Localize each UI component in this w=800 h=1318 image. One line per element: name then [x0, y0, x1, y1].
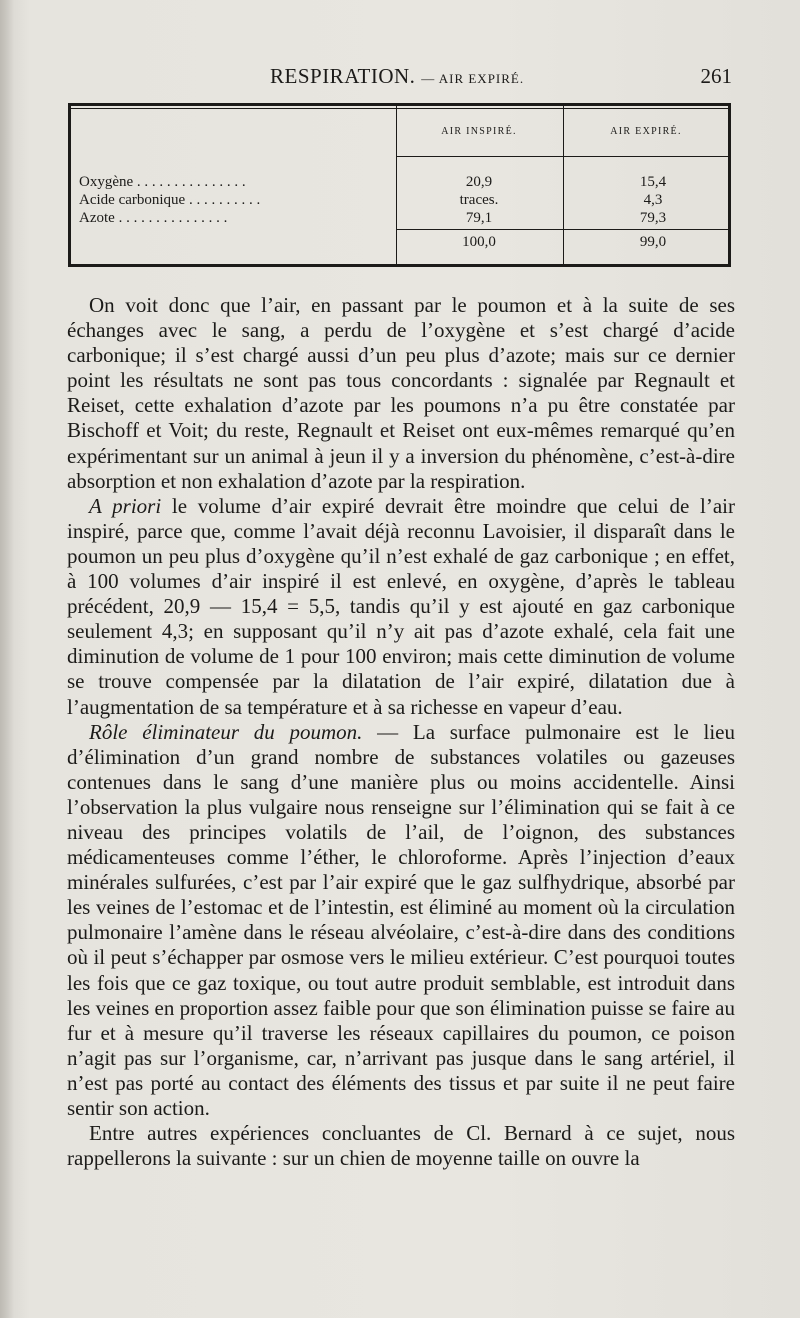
table-column-rule: [563, 106, 564, 264]
table-header-rule: [396, 156, 728, 157]
cell-nitrogen-inspired: 79,1: [465, 210, 493, 226]
running-title: [270, 64, 524, 89]
paragraph-lead-italic: A priori: [89, 493, 162, 518]
paragraph: [67, 494, 735, 720]
page-number: 261: [700, 64, 732, 88]
gas-composition-table: [68, 103, 731, 267]
column-header-expired: AIR EXPIRÉ.: [610, 126, 682, 137]
cell-carbonic-expired: 4,3: [643, 192, 663, 208]
body-text: [67, 293, 735, 1171]
cell-oxygen-expired: 15,4: [639, 174, 667, 190]
paragraph-text: Entre autres expériences concluantes de Cl. Bernard à ce sujet, nous rappellerons la suivante : sur un chien de moyenne taille on ouvre la: [67, 1121, 735, 1171]
row-label-oxygen: Oxygène . . . . . . . . . . . . . . .: [79, 174, 246, 190]
section-heading-italic: Rôle éliminateur du poumon.: [89, 719, 363, 744]
cell-carbonic-inspired: traces.: [459, 192, 499, 208]
paragraph-text: On voit donc que l’air, en passant par le poumon et à la suite de ses échanges avec le sang, a perdu de l’oxygène et s’est chargé d’acide carbonique; il s’est chargé aussi d’un peu plus d’azote; mais sur ce dernier point les résultats ne sont pas tous concordants : signalée par Regnault et Reiset, cette exhalation d’azote par les poumons n’a pu être constatée par Bischoff et Voit; du reste, Regnault et Reiset ont eux-mêmes remarqué qu’en expérimentant sur un animal à jeun il y a inversion du phénomène, c’est-à-dire absorption et non exhalation d’azote par la respiration.: [67, 293, 735, 493]
total-inspired: 100,0: [462, 234, 496, 250]
paragraph-text: — La surface pulmonaire est le lieu d’élimination d’un grand nombre de substances volatiles ou gazeuses contenues dans le sang d’une manière plus ou moins accidentelle. Ainsi l’observation la plus vulgaire nous renseigne sur l’élimination qui se fait à ce niveau des principes volatils de l’ail, de l’oignon, des substances médicamenteuses comme l’éther, le chloroforme. Après l’injection d’eaux minérales sulfurées, c’est par l’air expiré que le gaz sulfhydrique, absorbé par les veines de l’estomac et de l’intestin, est éliminé au moment où la circulation pulmonaire l’amène dans le réseau alvéolaire, c’est-à-dire dans des conditions où il peut s’échapper par osmose vers le milieu extérieur. C’est pourquoi toutes les fois que ce gaz toxique, ou tout autre produit semblable, est introduit dans les veines en proportion assez faible pour que son élimination puisse se faire au fur et à mesure qu’il traverse les réseaux capillaires du poumon, ce poison n’agit pas sur l’organisme, car, n’arrivant pas jusque dans le sang artériel, il n’est pas porté au contact des éléments des tissus et par suite il ne peut faire sentir son action.: [67, 719, 735, 1120]
header-subtitle: — AIR EXPIRÉ.: [421, 71, 525, 86]
total-expired: 99,0: [639, 234, 667, 250]
row-label-nitrogen: Azote . . . . . . . . . . . . . . .: [79, 210, 228, 226]
column-header-inspired: AIR INSPIRÉ.: [441, 126, 517, 137]
paragraph: [67, 1121, 735, 1171]
page-header: [68, 62, 734, 92]
paragraph: [67, 293, 735, 494]
table-total-rule: [396, 229, 728, 230]
cell-oxygen-inspired: 20,9: [465, 174, 493, 190]
paragraph: [67, 720, 735, 1122]
cell-nitrogen-expired: 79,3: [639, 210, 667, 226]
page-edge-shadow: [0, 0, 14, 1318]
header-title: RESPIRATION.: [270, 64, 416, 88]
paragraph-text: le volume d’air expiré devrait être moindre que celui de l’air inspiré, parce que, comme l’avait déjà reconnu Lavoisier, il disparaît dans le poumon un peu plus d’oxygène qu’il n’est exhalé de gaz carbonique ; en effet, à 100 volumes d’air inspiré il est enlevé, en oxygène, d’après le tableau précédent, 20,9 — 15,4 = 5,5, tandis qu’il y est ajouté en gaz carbonique seulement 4,3; en supposant qu’il n’y ait pas d’azote exhalé, cela fait une diminution de volume de 1 pour 100 environ; mais cette diminution de volume se trouve compensée par la dilatation de l’air expiré, dilatation due à l’augmentation de sa température et à sa richesse en vapeur d’eau.: [67, 493, 735, 719]
table-top-rule: [71, 108, 728, 109]
row-label-carbonic-acid: Acide carbonique . . . . . . . . . .: [79, 192, 261, 208]
